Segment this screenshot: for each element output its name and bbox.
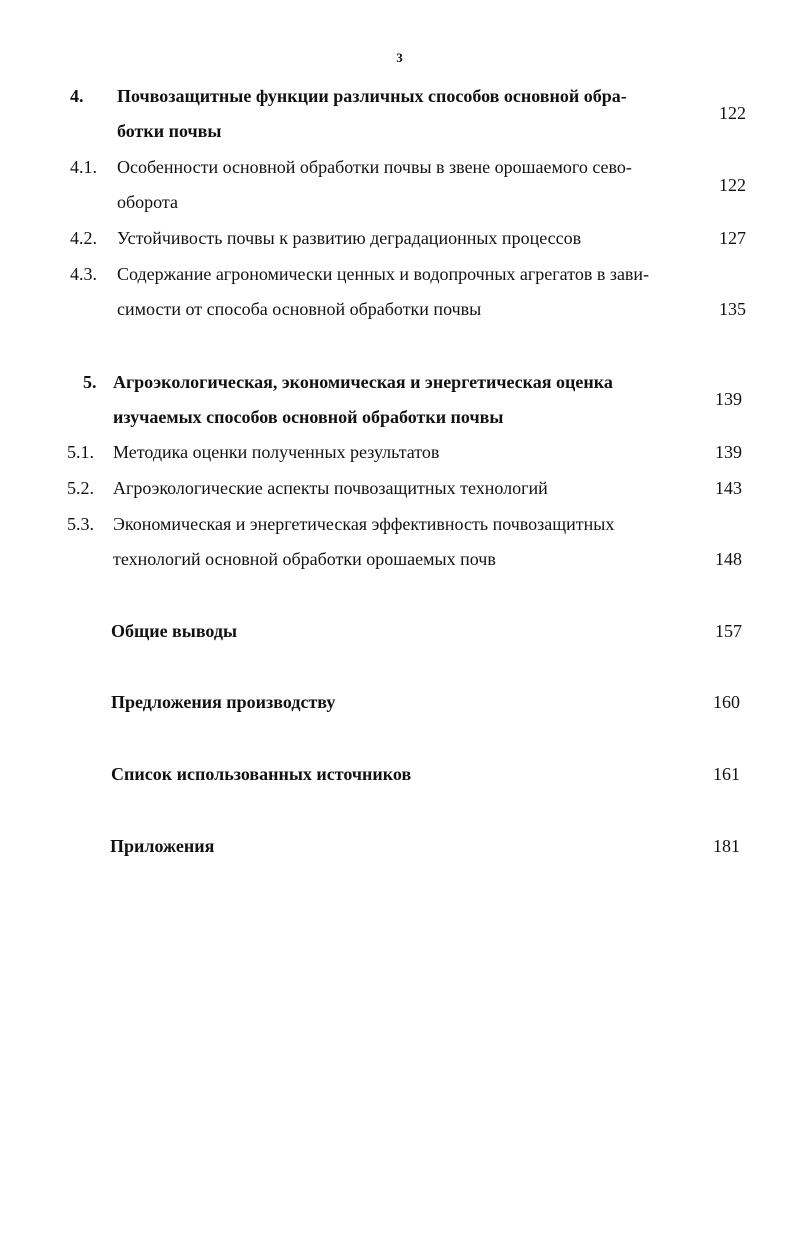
toc-title-line: Список использованных источников <box>111 764 412 784</box>
toc-page: 181 <box>713 836 740 856</box>
toc-page: 160 <box>713 692 740 712</box>
toc-page: 143 <box>715 478 742 498</box>
toc-title-line: Устойчивость почвы к развитию деградационных процессов <box>117 228 582 248</box>
toc-page: 127 <box>719 228 746 248</box>
toc-page: 157 <box>715 621 742 641</box>
toc-title-line: симости от способа основной обработки почвы <box>117 299 482 319</box>
toc-number: 5.3. <box>67 514 94 534</box>
toc-page: 161 <box>713 764 740 784</box>
toc-title-line: Приложения <box>110 836 215 856</box>
toc-number: 5.2. <box>67 478 94 498</box>
toc-page: 135 <box>719 299 746 319</box>
toc-title-line: Содержание агрономически ценных и водопрочных агрегатов в зави- <box>117 264 650 284</box>
toc-page: 139 <box>715 442 742 462</box>
toc-number: 4.1. <box>70 157 97 177</box>
toc-page: 148 <box>715 549 742 569</box>
toc-page: 139 <box>715 389 742 409</box>
toc-title-line: Особенности основной обработки почвы в звене орошаемого сево- <box>117 157 632 177</box>
toc-title-line: Методика оценки полученных результатов <box>113 442 440 462</box>
toc-title-line: ботки почвы <box>117 121 222 141</box>
toc-title-line: оборота <box>117 192 178 212</box>
toc-page: 122 <box>719 175 746 195</box>
toc-number: 4. <box>70 86 84 106</box>
page-number: 3 <box>396 50 403 65</box>
toc-title-line: Агроэкологические аспекты почвозащитных технологий <box>113 478 548 498</box>
toc-title-line: изучаемых способов основной обработки почвы <box>113 407 504 427</box>
toc-title-line: технологий основной обработки орошаемых почв <box>113 549 496 569</box>
toc-number: 4.2. <box>70 228 97 248</box>
toc-title-line: Общие выводы <box>111 621 238 641</box>
toc-page: 122 <box>719 103 746 123</box>
toc-title-line: Почвозащитные функции различных способов основной обра- <box>117 86 627 106</box>
toc-number: 5. <box>83 372 97 392</box>
toc-number: 5.1. <box>67 442 94 462</box>
toc-number: 4.3. <box>70 264 97 284</box>
toc-title-line: Агроэкологическая, экономическая и энергетическая оценка <box>113 372 613 392</box>
toc-title-line: Экономическая и энергетическая эффективность почвозащитных <box>113 514 615 534</box>
toc-title-line: Предложения производству <box>111 692 336 712</box>
